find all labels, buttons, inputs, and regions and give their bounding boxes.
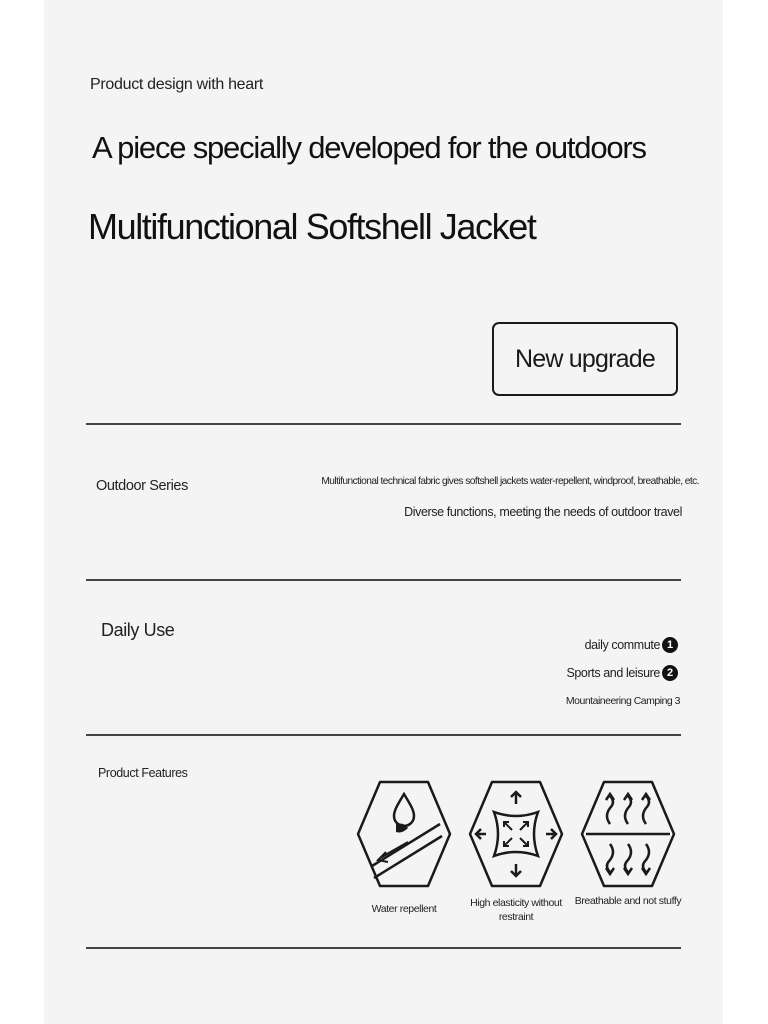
- divider: [86, 423, 681, 425]
- airflow-icon: [580, 780, 676, 888]
- feature-label: High elasticity without restraint: [470, 897, 562, 923]
- feature-label: Breathable and not stuffy: [574, 895, 682, 907]
- number-badge: 1: [662, 637, 678, 653]
- list-item: [566, 665, 678, 681]
- divider: [86, 579, 681, 581]
- daily-use-item-text: Sports and leisure: [566, 666, 660, 680]
- kicker-text: Product design with heart: [90, 76, 264, 93]
- daily-use-label: Daily Use: [101, 620, 175, 640]
- outdoor-description-line2: Diverse functions, meeting the needs of outdoor travel: [404, 505, 682, 519]
- divider: [86, 734, 681, 736]
- product-title: Multifunctional Softshell Jacket: [88, 206, 536, 247]
- feature-label: Water repellent: [371, 903, 437, 915]
- water-drop-icon: [356, 780, 452, 888]
- product-features-label: Product Features: [98, 766, 188, 780]
- feature-high-elasticity: [456, 780, 576, 924]
- feature-water-repellent: [344, 780, 464, 916]
- stretch-arrows-icon: [468, 780, 564, 888]
- daily-use-item-text: Mountaineering Camping 3: [565, 695, 680, 707]
- daily-use-item-text: daily commute: [584, 638, 660, 652]
- divider: [86, 947, 681, 949]
- headline: A piece specially developed for the outdoors: [92, 130, 646, 165]
- new-upgrade-badge: New upgrade: [492, 322, 678, 396]
- outdoor-series-label: Outdoor Series: [96, 478, 188, 494]
- list-item: [585, 637, 678, 653]
- number-badge: 2: [662, 665, 678, 681]
- feature-breathable: [568, 780, 688, 908]
- outdoor-description-line1: Multifunctional technical fabric gives softshell jackets water-repellent, windproof, breathable, etc.: [321, 476, 699, 487]
